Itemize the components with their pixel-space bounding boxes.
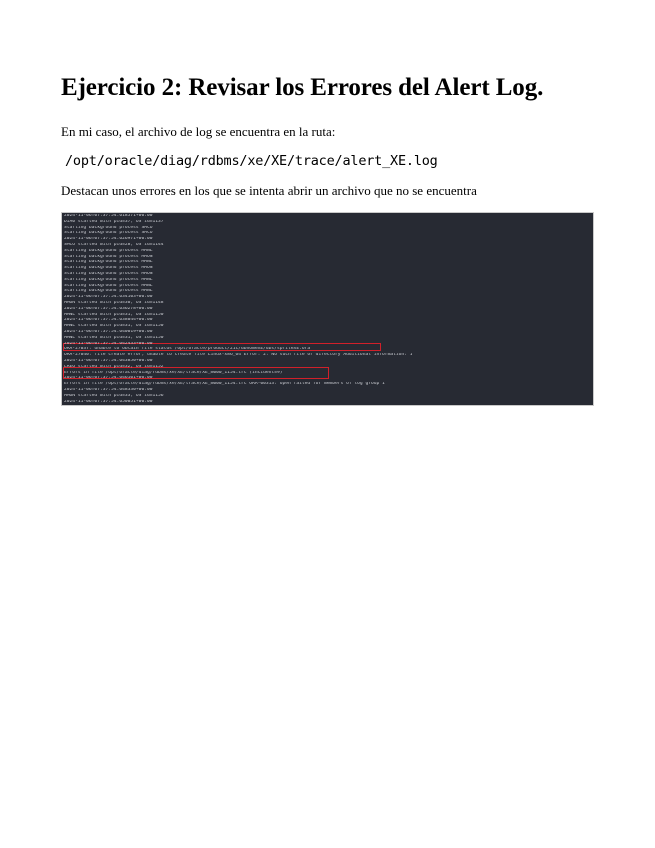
terminal-log-line: MMON started with pid=33, OS id=1156 <box>64 393 164 398</box>
terminal-log-line: Starting background process MMON <box>64 254 153 259</box>
terminal-log-line: 2024-11-06T07:37:54.643850+00:00 <box>64 359 153 363</box>
terminal-log-line: MMNL started with pid=31, OS id=1150 <box>64 335 164 340</box>
terminal-log-line: 2024-11-06T07:37:54.650051+00:00 <box>64 399 153 404</box>
terminal-log-line: SMCO started with pid=28, OS id=1144 <box>64 243 164 247</box>
terminal-log-line: MMON started with pid=30, OS id=1148 <box>64 301 164 305</box>
terminal-log-line: 2024-11-06T07:37:54.636278+00:00 <box>64 306 153 311</box>
terminal-log-line: Starting background process MMNL <box>64 260 153 265</box>
terminal-log-line: 2024-11-06T07:37:54.634103+00:00 <box>64 295 153 300</box>
terminal-log-line: Errors in file /opt/oracle/diag/rdbms/xe/XE/trace/XE_m000_1154.trc ORA-00313: open failed for members of log group 1 <box>64 382 385 387</box>
terminal-log-line: Starting background process SMCO <box>64 231 153 236</box>
terminal-log-line: 2024-11-06T07:37:54.640019+00:00 <box>64 330 153 334</box>
terminal-log-line: Starting background process MMNL <box>64 277 153 282</box>
terminal-log-line: Starting background process MMON <box>64 272 153 276</box>
terminal-log-line: Starting background process SMCO <box>64 225 153 230</box>
terminal-log-line: LREG started with pid=32, OS id=1152 <box>64 364 164 369</box>
terminal-log-line: Starting background process MMON <box>64 266 153 271</box>
terminal-log-line: 2024-11-06T07:37:54.638044+00:00 <box>64 318 153 323</box>
terminal-log-line: Errors in file /opt/oracle/diag/rdbms/xe/XE/trace/XE_m000_1154.trc (incident=9) <box>64 370 283 375</box>
terminal-log-line: 2024-11-06T07:37:54.648330+00:00 <box>64 388 153 392</box>
description-paragraph: Destacan unos errores en los que se intenta abrir un archivo que no se encuentra <box>61 183 477 198</box>
terminal-log-line: 2024-11-06T07:37:54.618571+00:00 <box>64 214 153 218</box>
terminal-log-line: Starting background process MMNL <box>64 248 153 253</box>
terminal-log-line: ORA-27037: unable to obtain file status /opt/oracle/product/21c/dbhomeXE/dbs/spfileXE.ora <box>64 347 311 352</box>
terminal-log-line: DIA0 started with pid=37, OS id=1137 <box>64 219 164 224</box>
terminal-log-line: Starting background process MMNL <box>64 289 153 294</box>
terminal-log-line: 2024-11-06T07:37:54.626971+00:00 <box>64 237 153 242</box>
terminal-log-line: 2024-11-06T07:37:54.642433+00:00 <box>64 341 153 346</box>
terminal-log-line: MMNL started with pid=31, OS id=1150 <box>64 324 164 329</box>
exercise-heading: Ejercicio 2: Revisar los Errores del Alert Log. <box>61 74 544 101</box>
alert-log-terminal-screenshot <box>61 212 594 406</box>
intro-paragraph: En mi caso, el archivo de log se encuentra en la ruta: <box>61 124 336 139</box>
log-path-code: /opt/oracle/diag/rdbms/xe/XE/trace/alert_XE.log <box>65 153 438 169</box>
terminal-log-line: 2024-11-06T07:37:54.646101+00:00 <box>64 376 153 381</box>
terminal-log-line: ORA-27040: file create error, unable to create file Linux-x86_64 Error: 2: No such file or directory Additional information: 1 <box>64 353 413 358</box>
terminal-log-line: Starting background process MMNL <box>64 283 153 288</box>
terminal-log-line: MMNL started with pid=31, OS id=1150 <box>64 312 164 317</box>
